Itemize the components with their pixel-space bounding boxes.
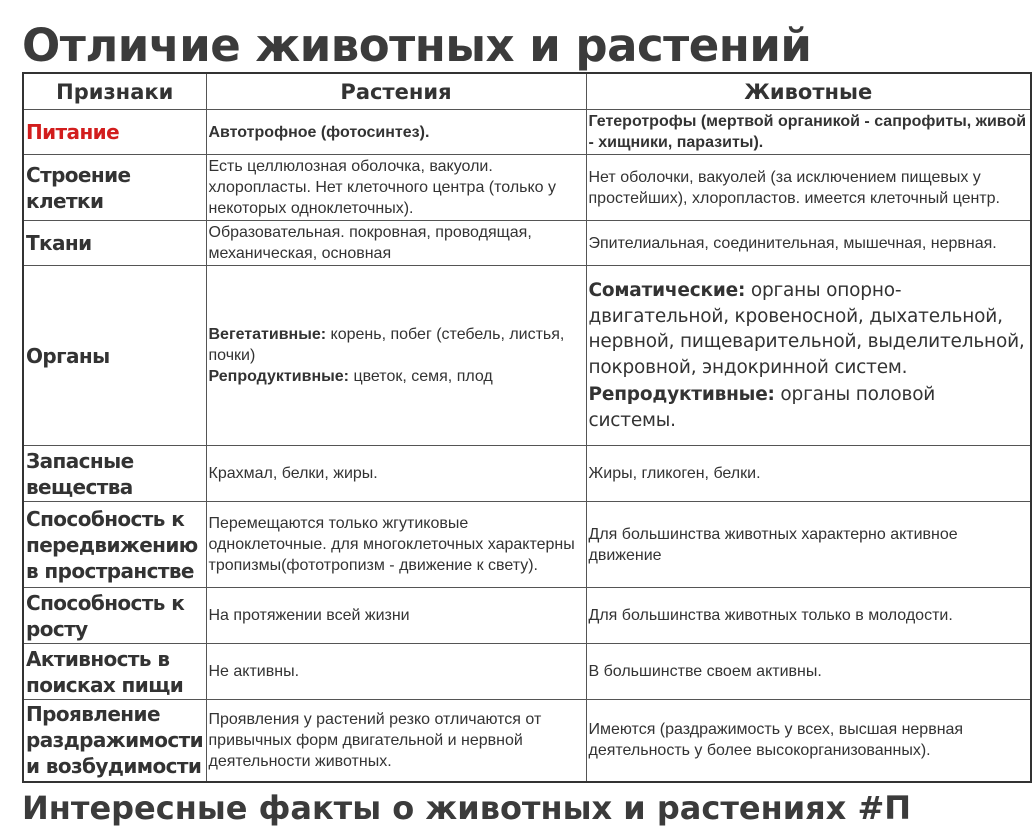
plants-cell: Образовательная. покровная, проводящая, механическая, основная [206, 221, 586, 266]
table-row [23, 155, 1031, 221]
table-row [23, 446, 1031, 502]
feature-cell: Проявление раздражимости и возбудимости [23, 700, 206, 782]
table-header-row [23, 73, 1031, 110]
animals-cell [586, 266, 1031, 446]
animals-cell: Эпителиальная, соединительная, мышечная, нервная. [586, 221, 1031, 266]
animals-somatic-label: Соматические: [588, 280, 746, 301]
header-plants: Растения [206, 73, 586, 110]
feature-cell: Способность к передвижению в пространстве [23, 502, 206, 588]
plants-cell [206, 266, 586, 446]
animals-nutrition-text: Гетеротрофы (мертвой органикой - сапрофиты, живой - хищники, паразиты). [588, 113, 1027, 151]
feature-cell: Способность к росту [23, 588, 206, 644]
plants-reproductive-label: Репродуктивные: [208, 368, 349, 385]
plants-cell [206, 110, 586, 155]
animals-cell: Жиры, гликоген, белки. [586, 446, 1031, 502]
animals-reproductive-label: Репродуктивные: [588, 384, 775, 405]
table-row [23, 110, 1031, 155]
animals-cell: Нет оболочки, вакуолей (за исключением пищевых у простейших), хлоропластов. имеется клеточный центр. [586, 155, 1031, 221]
plants-vegetative-text: корень, побег (стебель, листья, почки) [208, 326, 565, 364]
plants-cell: Перемещаются только жгутиковые одноклеточные. для многоклеточных характерны тропизмы(фототропизм - движение к свету). [206, 502, 586, 588]
plants-reproductive-text: цветок, семя, плод [349, 368, 493, 385]
table-row [23, 700, 1031, 782]
plants-cell: Крахмал, белки, жиры. [206, 446, 586, 502]
table-row [23, 266, 1031, 446]
animals-cell [586, 110, 1031, 155]
plants-nutrition-text: Автотрофное (фотосинтез). [208, 123, 430, 141]
bottom-cut-off-text: Интересные факты о животных и растениях #П [22, 789, 912, 827]
animals-cell: В большинстве своем активны. [586, 644, 1031, 700]
plants-cell: Проявления у растений резко отличаются от привычных форм двигательной и нервной деятельности животных. [206, 700, 586, 782]
table-row [23, 221, 1031, 266]
feature-cell: Запасные вещества [23, 446, 206, 502]
table-row [23, 502, 1031, 588]
header-feature: Признаки [23, 73, 206, 110]
plants-vegetative-label: Вегетативные: [208, 326, 327, 343]
page-title: Отличие животных и растений [22, 19, 812, 72]
feature-cell: Строение клетки [23, 155, 206, 221]
table-row [23, 588, 1031, 644]
feature-cell: Ткани [23, 221, 206, 266]
plants-cell: На протяжении всей жизни [206, 588, 586, 644]
plants-cell: Есть целлюлозная оболочка, вакуоли. хлоропласты. Нет клеточного центра (только у некоторых одноклеточных). [206, 155, 586, 221]
feature-cell: Активность в поисках пищи [23, 644, 206, 700]
header-animals: Животные [586, 73, 1031, 110]
animals-somatic-text: органы опорно-двигательной, кровеносной, дыхательной, нервной, пищеварительной, выделительной, покровной, эндокринной систем. [588, 280, 1025, 378]
comparison-table [22, 72, 1032, 783]
plants-cell: Не активны. [206, 644, 586, 700]
animals-cell: Для большинства животных только в молодости. [586, 588, 1031, 644]
feature-cell: Органы [23, 266, 206, 446]
animals-cell: Имеются (раздражимость у всех, высшая нервная деятельность у более высокорганизованных). [586, 700, 1031, 782]
animals-reproductive-text: органы половой системы. [588, 384, 936, 431]
animals-cell: Для большинства животных характерно активное движение [586, 502, 1031, 588]
table-row [23, 644, 1031, 700]
feature-cell: Питание [23, 110, 206, 155]
